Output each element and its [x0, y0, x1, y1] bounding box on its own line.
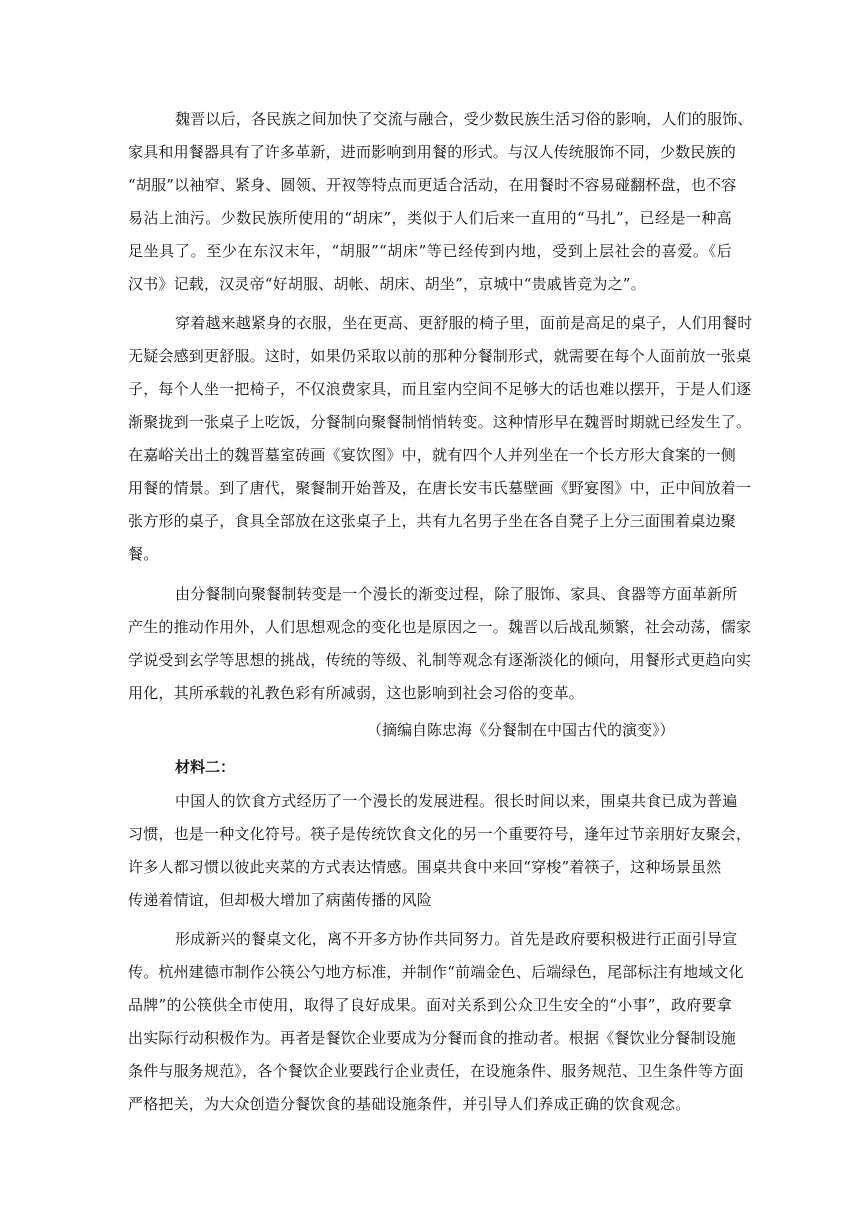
text-line: 渐聚拢到一张桌子上吃饭，分餐制向聚餐制悄悄转变。这种情形早在魏晋时期就已经发生了。: [128, 413, 752, 431]
text-line: 产生的推动作用外，人们思想观念的变化也是原因之一。魏晋以后战乱频繁，社会动荡，儒家: [128, 618, 752, 636]
text-line: 许多人都习惯以彼此夹菜的方式表达情感。围桌共食中来回“穿梭”着筷子，这种场景虽然: [128, 858, 722, 876]
text-line: 易沾上油污。少数民族所使用的“胡床”，类似于人们后来一直用的“马扎”，已经是一种高: [128, 209, 732, 227]
text-line: 用化，其所承载的礼教色彩有所减弱，这也影响到社会习俗的变革。: [128, 684, 585, 702]
text-line: 习惯，也是一种文化符号。筷子是传统饮食文化的另一个重要符号，逢年过节亲朋好友聚会，: [128, 825, 752, 843]
text-line: 魏晋以后，各民族之间加快了交流与融合，受少数民族生活习俗的影响，人们的服饰、: [175, 110, 753, 128]
text-line: 用餐的情景。到了唐代，聚餐制开始普及，在唐长安韦氏墓壁画《野宴图》中，正中间放着一: [128, 479, 752, 497]
text-line: 条件与服务规范》，各个餐饮企业要践行企业责任，在设施条件、服务规范、卫生条件等方面: [128, 1062, 744, 1080]
text-line: 家具和用餐器具有了许多革新，进而影响到用餐的形式。与汉人传统服饰不同，少数民族的: [128, 143, 737, 161]
text-line: 形成新兴的餐桌文化，离不开多方协作共同努力。首先是政府要积极进行正面引导宣: [175, 930, 738, 948]
text-line: 学说受到玄学等思想的挑战，传统的等级、礼制等观念有逐渐淡化的倾向，用餐形式更趋向实: [128, 651, 752, 669]
text-line: 品牌”的公筷供全市使用，取得了良好成果。面对关系到公众卫生安全的“小事”，政府要拿: [128, 996, 732, 1014]
citation: （摘编自陈忠海《分餐制在中国古代的演变》）: [367, 721, 675, 739]
text-line: 传。杭州建德市制作公筷公勺地方标准，并制作“前端金色、后端绿色，尾部标注有地域文化: [128, 963, 744, 981]
text-line: 在嘉峪关出土的魏晋墓室砖画《宴饮图》中，就有四个人并列坐在一个长方形大食案的一侧: [128, 446, 737, 464]
text-line: 张方形的桌子，食具全部放在这张桌子上，共有九名男子坐在各自凳子上分三面围着桌边聚: [128, 512, 737, 530]
text-line: “胡服”以袖窄、紧身、圆领、开衩等特点而更适合活动，在用餐时不容易碰翻杯盘，也不容: [128, 176, 737, 194]
text-line: 子，每个人坐一把椅子，不仅浪费家具，而且室内空间不足够大的话也难以摆开，于是人们逐: [128, 380, 752, 398]
text-line: 足坐具了。至少在东汉末年，“胡服”“胡床”等已经传到内地，受到上层社会的喜爱。《后: [128, 242, 732, 260]
text-line: 穿着越来越紧身的衣服，坐在更高、更舒服的椅子里，面前是高足的桌子，人们用餐时: [175, 314, 753, 332]
text-line: 无疑会感到更舒服。这时，如果仍采取以前的那种分餐制形式，就需要在每个人面前放一张桌: [128, 347, 752, 365]
text-line: 出实际行动积极作为。再者是餐饮企业要成为分餐而食的推动者。根据《餐饮业分餐制设施: [128, 1029, 737, 1047]
text-line: 传递着情谊，但却极大增加了病菌传播的风险: [128, 891, 433, 909]
text-line: 餐。: [128, 545, 159, 563]
text-line: 严格把关，为大众创造分餐饮食的基础设施条件，并引导人们养成正确的饮食观念。: [128, 1095, 691, 1113]
text-line: 汉书》记载，汉灵帝“好胡服、胡帐、胡床、胡坐”，京城中“贵戚皆竞为之”。: [128, 275, 646, 293]
section-heading: 材料二：: [175, 758, 236, 776]
text-line: 由分餐制向聚餐制转变是一个漫长的渐变过程，除了服饰、家具、食器等方面革新所: [175, 585, 738, 603]
text-line: 中国人的饮食方式经历了一个漫长的发展进程。很长时间以来，围桌共食已成为普遍: [175, 792, 738, 810]
